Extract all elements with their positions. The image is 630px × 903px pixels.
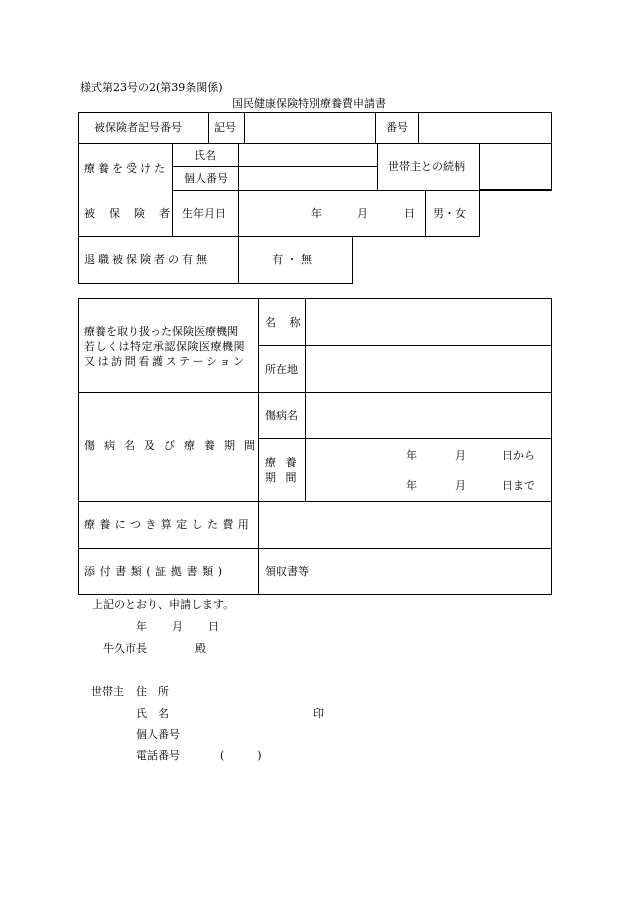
- illness-name-label: 傷病名: [265, 409, 298, 422]
- attachments-value: 領収書等: [265, 565, 309, 578]
- period-from-day: 日から: [502, 449, 535, 462]
- name-label: 氏名: [194, 149, 216, 162]
- address-label: 住 所: [136, 685, 169, 698]
- retired-value[interactable]: 有 ・ 無: [272, 253, 312, 266]
- mark-field[interactable]: [245, 113, 374, 143]
- name-field[interactable]: [239, 144, 376, 165]
- birth-month: 月: [357, 207, 368, 220]
- insured-label-line2: 被保険者: [84, 207, 184, 220]
- illness-section-label: 傷病名及び療養期間: [84, 439, 264, 452]
- honorific: 殿: [195, 642, 206, 655]
- period-to-month: 月: [455, 479, 466, 492]
- relationship-label: 世帯主との続柄: [388, 160, 465, 173]
- date-day: 日: [208, 620, 219, 633]
- facility-name-label: 名 称: [265, 316, 306, 329]
- period-from-year: 年: [406, 449, 417, 462]
- date-month: 月: [172, 620, 183, 633]
- period-from-month: 月: [455, 449, 466, 462]
- personal-number-label: 個人番号: [184, 172, 228, 185]
- addressee: 牛久市長: [103, 642, 147, 655]
- number-field[interactable]: [419, 113, 551, 143]
- illness-name-field[interactable]: [306, 393, 551, 437]
- relationship-field[interactable]: [480, 144, 551, 189]
- period-to-year: 年: [406, 479, 417, 492]
- birth-label: 生年月日: [182, 207, 226, 220]
- attachments-label: 添付書類(証拠書類): [84, 565, 227, 578]
- statement: 上記のとおり、申請します。: [92, 598, 235, 611]
- phone-label: 電話番号: [136, 749, 180, 762]
- facility-label-line3: 又は訪問看護ステーション: [84, 355, 247, 368]
- personal-number-field[interactable]: [239, 167, 376, 189]
- insured-label-line1: 療養を受けた: [84, 162, 168, 175]
- date-year: 年: [136, 620, 147, 633]
- phone-parens: ( ): [220, 749, 262, 762]
- hh-name-label: 氏 名: [136, 707, 169, 720]
- mark-label: 記号: [214, 121, 236, 134]
- retired-label: 退職被保険者の有無: [84, 253, 210, 266]
- insured-mark-number-label: 被保険者記号番号: [94, 121, 182, 134]
- cost-field[interactable]: [259, 502, 551, 547]
- facility-address-field[interactable]: [306, 346, 551, 391]
- seal-mark: 印: [313, 707, 324, 720]
- facility-address-label: 所在地: [265, 363, 298, 376]
- facility-label-line1: 療養を取り扱った保険医療機関: [84, 325, 238, 338]
- period-label-line2: 期 間: [265, 471, 300, 484]
- number-label: 番号: [386, 121, 408, 134]
- form-title: 国民健康保険特別療養費申請書: [232, 97, 386, 110]
- birth-year: 年: [311, 207, 322, 220]
- gender-option[interactable]: 男・女: [433, 207, 466, 220]
- period-label-line1: 療 養: [265, 456, 300, 469]
- hh-personal-number-label: 個人番号: [136, 728, 180, 741]
- facility-label-line2: 若しくは特定承認保険医療機関: [84, 340, 245, 353]
- birth-day: 日: [404, 207, 415, 220]
- form-code: 様式第23号の2(第39条関係): [80, 81, 223, 94]
- cost-label: 療養につき算定した費用: [84, 518, 254, 531]
- householder-label: 世帯主: [91, 685, 124, 698]
- period-to-day: 日まで: [502, 479, 535, 492]
- facility-name-field[interactable]: [306, 299, 551, 344]
